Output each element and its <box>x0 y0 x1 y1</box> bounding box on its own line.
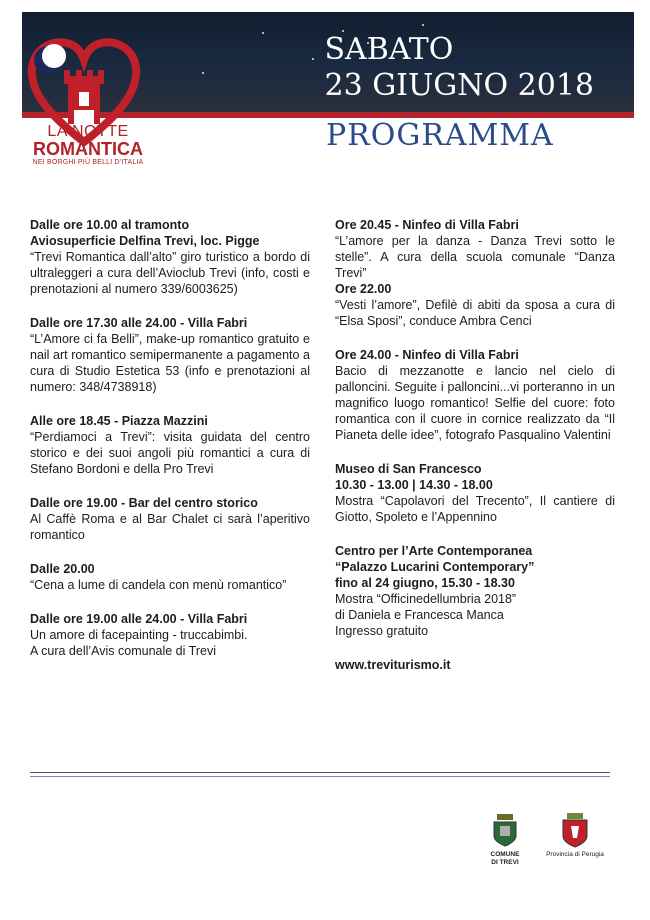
program-entry <box>335 347 615 443</box>
entry-heading: Dalle ore 17.30 alle 24.00 - Villa Fabri <box>30 316 248 330</box>
page-title: PROGRAMMA <box>326 118 554 153</box>
logo-line3: NEI BORGHI PIÙ BELLI D'ITALIA <box>32 159 144 166</box>
entry-heading: Dalle ore 19.00 - Bar del centro storico <box>30 496 258 510</box>
crest-icon <box>491 812 519 848</box>
event-date <box>324 32 594 104</box>
program-entry <box>30 217 310 297</box>
program-entry <box>30 561 310 593</box>
program-entry <box>30 495 310 543</box>
entry-body: “Perdiamoci a Trevi”: visita guidata del centro storico e dei suoi angoli più romantici a cura di Stefano Bordoni e della Pro Trevi <box>30 430 310 476</box>
logo-line1: LA NOTTE <box>47 123 129 140</box>
program-entry <box>335 217 615 329</box>
entry-heading: Ore 24.00 - Ninfeo di Villa Fabri <box>335 348 519 362</box>
comune-label: COMUNE DI TREVI <box>490 851 520 866</box>
entry-body: “L’Amore ci fa Belli”, make-up romantico gratuito e nail art romantico semipermanente a pagamento a cura di Studio Estetica 53 (info e prenotazioni al numero: 348/4738918) <box>30 332 310 394</box>
date-day: SABATO <box>324 32 454 67</box>
program-entry <box>30 611 310 659</box>
date-full: 23 GIUGNO 2018 <box>324 68 594 103</box>
entry-body: “Cena a lume di candela con menù romantico” <box>30 578 287 592</box>
program-entry <box>30 413 310 477</box>
entry-heading: Ore 20.45 - Ninfeo di Villa Fabri <box>335 218 519 232</box>
program-entry <box>335 461 615 525</box>
entry-heading: Dalle ore 10.00 al tramonto Aviosuperficie Delfina Trevi, loc. Pigge <box>30 218 260 248</box>
program-entry <box>335 543 615 639</box>
entry-heading: Alle ore 18.45 - Piazza Mazzini <box>30 414 208 428</box>
logo-wordmark <box>28 124 148 168</box>
entry-heading: Museo di San Francesco 10.30 - 13.00 | 14.30 - 18.00 <box>335 462 493 492</box>
provincia-perugia-emblem <box>540 812 610 859</box>
program-left-column <box>30 217 310 677</box>
website-link[interactable]: www.treviturismo.it <box>335 658 451 672</box>
divider-top <box>30 772 610 773</box>
entry-heading-secondary: Ore 22.00 <box>335 282 392 296</box>
entry-body: Al Caffè Roma e al Bar Chalet ci sarà l’aperitivo romantico <box>30 512 310 542</box>
entry-body-secondary: “Vesti l’amore”, Defilè di abiti da sposa a cura di “Elsa Sposi”, conduce Ambra Cenci <box>335 298 615 328</box>
griffin-crest-icon <box>560 812 590 848</box>
entry-body: Mostra “Capolavori del Trecento”, Il cantiere di Giotto, Spoleto e l’Appennino <box>335 494 615 524</box>
logo-line2: ROMANTICA <box>33 139 143 159</box>
entry-body: Bacio di mezzanotte e lancio nel cielo di palloncini. Seguite i palloncini...vi porteranno in un magnifico luogo romantico! Selfie del cuore: foto romantica con il cuore in cornice realizzato da “Il Pianeta delle idee”, fotografo Pasqualino Valentini <box>335 364 615 442</box>
entry-heading: Dalle 20.00 <box>30 562 95 576</box>
program-right-column <box>335 217 615 673</box>
entry-body: Un amore di facepainting - truccabimbi. A cura dell’Avis comunale di Trevi <box>30 628 248 658</box>
program-entry <box>30 315 310 395</box>
comune-trevi-emblem <box>482 812 528 867</box>
entry-body: Mostra “Officinedellumbria 2018” di Daniela e Francesca Manca Ingresso gratuito <box>335 592 517 638</box>
entry-heading: Dalle ore 19.00 alle 24.00 - Villa Fabri <box>30 612 248 626</box>
entry-body: “L’amore per la danza - Danza Trevi sotto le stelle”. A cura della scuola comunale “Danza Trevi” <box>335 234 615 280</box>
entry-body: “Trevi Romantica dall’alto” giro turistico a bordo di ultraleggeri a cura dell’Avioclub Trevi (info, costi e prenotazioni al numero 339/6003625) <box>30 250 310 296</box>
divider-bottom <box>30 776 610 777</box>
provincia-label: Provincia di Perugia <box>546 851 604 858</box>
entry-heading: Centro per l’Arte Contemporanea “Palazzo Lucarini Contemporary” fino al 24 giugno, 15.30 - 18.30 <box>335 544 535 590</box>
